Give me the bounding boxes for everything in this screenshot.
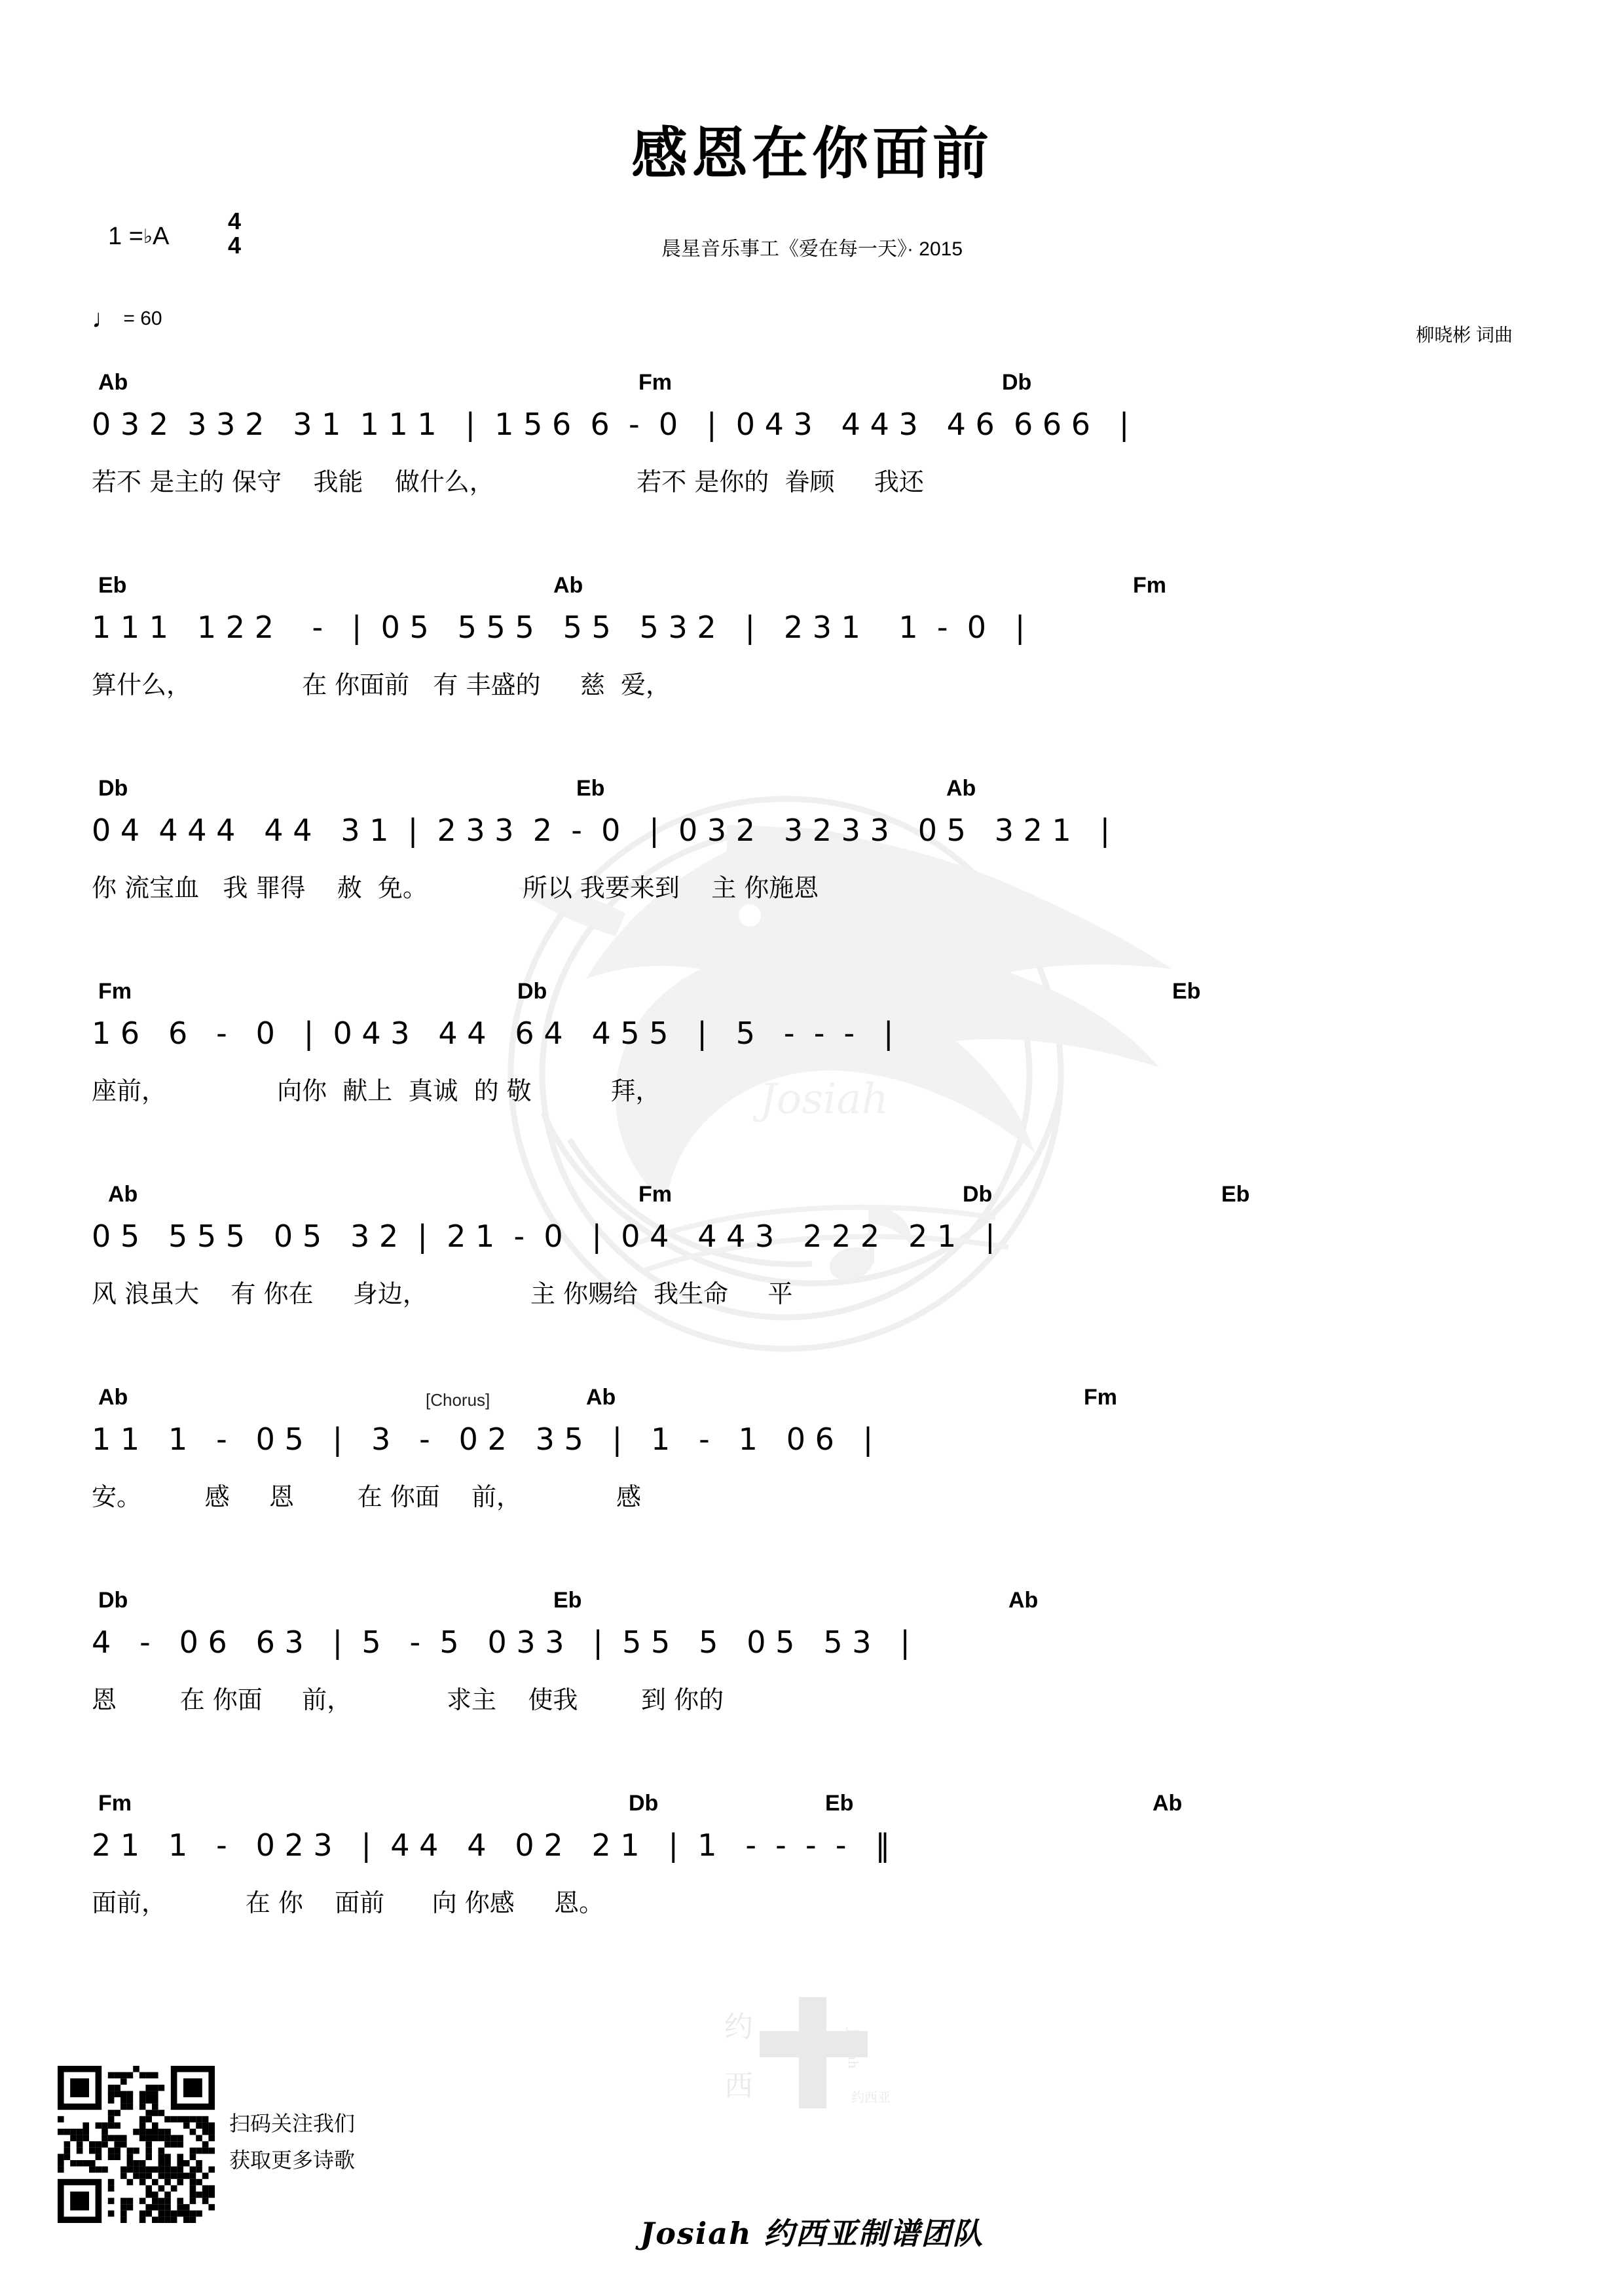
josiah-logo-watermark (720, 1991, 904, 2115)
lyrics-row: 安。 感 恩 在 你面 前， 感 (92, 1482, 642, 1511)
qr-caption-line2: 获取更多诗歌 (229, 2148, 356, 2173)
chord-symbol: Ab (1153, 1791, 1183, 1816)
lyrics-row: 风 浪虽大 有 你在 身边， 主 你赐给 我生命 平 (92, 1279, 793, 1308)
album-credit: 晨星音乐事工《爱在每一天》· 2015 (661, 238, 963, 260)
chord-symbol: Eb (1172, 979, 1201, 1004)
notation-row: 1 1 1 1 2 2 - | 0 5 5 5 5 5 5 5 3 2 | 2 3 1 1 - 0 | (92, 610, 1025, 645)
chord-symbol: Db (963, 1182, 993, 1207)
time-signature (219, 210, 249, 257)
chord-symbol: Fm (98, 1791, 132, 1816)
qr-code[interactable] (58, 2066, 215, 2223)
chord-symbol: Db (629, 1791, 659, 1816)
chord-symbol: Fm (638, 370, 672, 395)
section-marker: [Chorus] (426, 1390, 490, 1410)
lyrics-row: 座前， 向你 献上 真诚 的 敬 拜， (92, 1076, 661, 1105)
chord-symbol: Fm (1084, 1385, 1117, 1410)
score-system (0, 776, 1624, 979)
score-system (0, 1588, 1624, 1791)
key-signature (108, 223, 169, 251)
chord-symbol: Db (98, 1588, 128, 1613)
notation-row: 0 3 2 3 3 2 3 1 1 1 1 | 1 5 6 6 - 0 | 0 4 3 4 4 3 4 6 6 6 6 | (92, 407, 1130, 442)
svg-text:西: 西 (724, 2069, 753, 2102)
chord-symbol: Ab (1008, 1588, 1039, 1613)
notation-row: 2 1 1 - 0 2 3 | 4 4 4 0 2 2 1 | 1 - - - - ‖ (92, 1827, 891, 1863)
qr-caption (229, 2105, 355, 2178)
chord-symbol: Ab (98, 370, 128, 395)
key-label: 1 = (108, 223, 143, 250)
chord-symbol: Fm (638, 1182, 672, 1207)
song-title: 感恩在你面前 (631, 121, 993, 187)
lyrics-row: 你 流宝血 我 罪得 赦 免。 所以 我要来到 主 你施恩 (92, 873, 819, 902)
chord-symbol: Ab (553, 573, 583, 598)
score-system (0, 1182, 1624, 1385)
svg-text:Josiah: Josiah (845, 2029, 861, 2069)
lyrics-row: 若不 是主的 保守 我能 做什么， 若不 是你的 眷顾 我还 (92, 468, 924, 496)
score-system (0, 1791, 1624, 1994)
chord-symbol: Ab (946, 776, 976, 801)
team-signature: Josiah 约西亚制谱团队 (640, 2216, 984, 2251)
notation-row: 4 - 0 6 6 3 | 5 - 5 0 3 3 | 5 5 5 0 5 5 3 | (92, 1625, 910, 1660)
lyrics-row: 恩 在 你面 前， 求主 使我 到 你的 (92, 1685, 724, 1714)
chord-symbol: Eb (553, 1588, 582, 1613)
chord-symbol: Db (1002, 370, 1032, 395)
notation-row: 1 6 6 - 0 | 0 4 3 4 4 6 4 4 5 5 | 5 - - - | (92, 1016, 894, 1051)
score-system (0, 573, 1624, 776)
chord-symbol: Ab (586, 1385, 616, 1410)
quarter-note-icon: ♩ (92, 304, 118, 333)
chord-symbol: Fm (98, 979, 132, 1004)
chord-symbol: Db (98, 776, 128, 801)
score-system (0, 370, 1624, 573)
score-system (0, 979, 1624, 1182)
key-value: A (153, 223, 170, 250)
svg-text:约: 约 (724, 2010, 753, 2044)
svg-text:约西亚: 约西亚 (851, 2089, 891, 2105)
qr-caption-line1: 扫码关注我们 (229, 2111, 356, 2136)
score-body (0, 370, 1624, 1994)
svg-text:Josiah: Josiah (760, 1075, 889, 1124)
score-system (0, 1385, 1624, 1588)
chord-symbol: Fm (1133, 573, 1166, 598)
meter-denominator: 4 (227, 231, 242, 259)
chord-symbol: Ab (108, 1182, 138, 1207)
meter-numerator: 4 (227, 208, 242, 234)
chord-symbol: Ab (98, 1385, 128, 1410)
chord-symbol: Db (517, 979, 547, 1004)
lyrics-row: 面前， 在 你 面前 向 你感 恩。 (92, 1888, 604, 1917)
chord-symbol: Eb (98, 573, 127, 598)
composer-credit: 柳晓彬 词曲 (1416, 325, 1513, 345)
chord-symbol: Eb (825, 1791, 854, 1816)
chord-symbol: Eb (1221, 1182, 1250, 1207)
tempo-marking (92, 304, 162, 334)
tempo-value: = 60 (123, 308, 162, 329)
notation-row: 0 4 4 4 4 4 4 3 1 | 2 3 3 2 - 0 | 0 3 2 3 2 3 3 0 5 3 2 1 | (92, 813, 1111, 848)
notation-row: 1 1 1 - 0 5 | 3 - 0 2 3 5 | 1 - 1 0 6 | (92, 1422, 874, 1457)
lyrics-row: 算什么， 在 你面前 有 丰盛的 慈 爱， (92, 670, 671, 699)
chord-symbol: Eb (576, 776, 605, 801)
key-accidental: ♭ (143, 226, 153, 248)
notation-row: 0 5 5 5 5 0 5 3 2 | 2 1 - 0 | 0 4 4 4 3 2 2 2 2 1 | (92, 1219, 995, 1254)
